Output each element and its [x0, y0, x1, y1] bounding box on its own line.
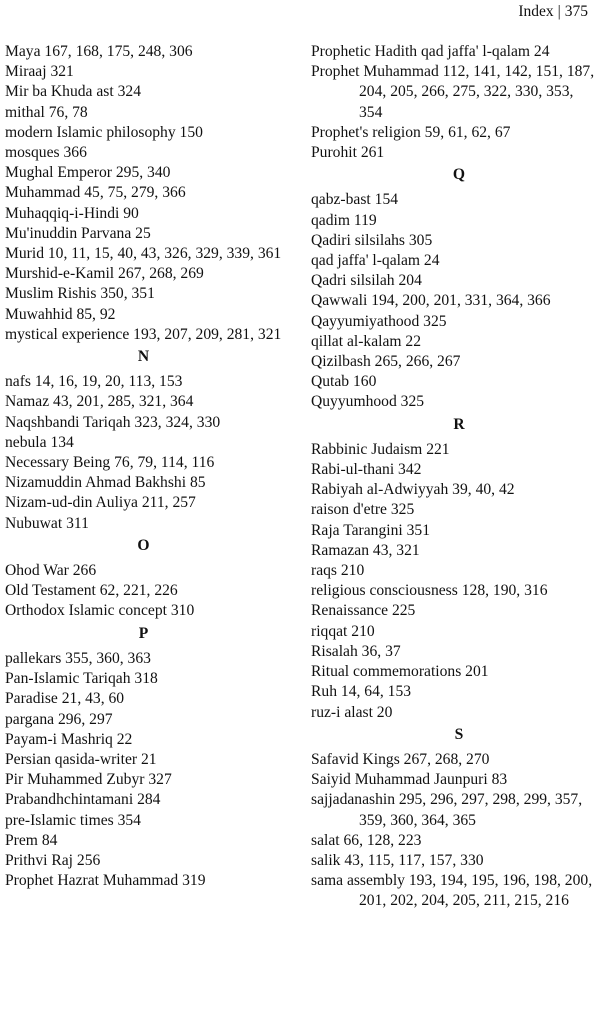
- index-entry: Muslim Rishis 350, 351: [5, 285, 155, 303]
- section-letter: R: [453, 415, 465, 433]
- index-entry: Qizilbash 265, 266, 267: [311, 353, 461, 371]
- index-entry: pargana 296, 297: [5, 710, 113, 728]
- section-letter: S: [454, 725, 464, 743]
- index-entry: Risalah 36, 37: [311, 642, 401, 660]
- index-entry: salat 66, 128, 223: [311, 831, 422, 849]
- index-entry: raqs 210: [311, 562, 365, 580]
- index-entry: Naqshbandi Tariqah 323, 324, 330: [5, 413, 221, 431]
- index-entry: sama assembly 193, 194, 195, 196, 198, 200, 201, 202, 204, 205, 211, 215, 216: [311, 872, 593, 910]
- index-entry: Nubuwat 311: [5, 514, 89, 532]
- index-entry: modern Islamic philosophy 150: [5, 123, 203, 141]
- section-letter: N: [137, 348, 150, 366]
- index-entry: Payam-i Mashriq 22: [5, 730, 133, 748]
- index-entry: religious consciousness 128, 190, 316: [311, 582, 548, 600]
- index-entry: nebula 134: [5, 433, 74, 451]
- index-entry: Pir Muhammed Zubyr 327: [5, 771, 172, 789]
- index-entry: Prophet Muhammad 112, 141, 142, 151, 187, 204, 205, 266, 275, 322, 330, 353, 354: [311, 63, 595, 121]
- index-entry: Maya 167, 168, 175, 248, 306: [5, 43, 193, 60]
- index-entry: salik 43, 115, 117, 157, 330: [311, 851, 484, 869]
- section-letter: Q: [452, 166, 466, 184]
- index-entry: Raja Tarangini 351: [311, 521, 431, 539]
- index-entry: Nizam-ud-din Auliya 211, 257: [5, 494, 196, 512]
- index-entry: Persian qasida-writer 21: [5, 750, 157, 768]
- index-entry: Ohod War 266: [5, 562, 97, 580]
- index-entry: Qawwali 194, 200, 201, 331, 364, 366: [311, 292, 551, 310]
- index-entry: Prophetic Hadith qad jaffa' l-qalam 24: [311, 43, 550, 60]
- index-entry: Qutab 160: [311, 373, 377, 391]
- index-entry: Namaz 43, 201, 285, 321, 364: [5, 393, 194, 411]
- index-entry: Prophet's religion 59, 61, 62, 67: [311, 123, 511, 141]
- index-entry: nafs 14, 16, 19, 20, 113, 153: [5, 373, 183, 391]
- index-column-left: [5, 42, 288, 891]
- index-entry: Muhammad 45, 75, 279, 366: [5, 184, 186, 202]
- index-entry: mithal 76, 78: [5, 103, 88, 121]
- index-entry: Muwahhid 85, 92: [5, 305, 116, 323]
- header-section-title: Index: [518, 3, 554, 20]
- index-column-right: [311, 42, 597, 912]
- index-entry: Prem 84: [5, 831, 58, 849]
- index-entry: Prophet Hazrat Muhammad 319: [5, 872, 206, 890]
- section-letter: P: [138, 624, 149, 642]
- index-entry: Renaissance 225: [311, 602, 416, 620]
- index-entry: ruz-i alast 20: [311, 703, 393, 721]
- index-entry: sajjadanashin 295, 296, 297, 298, 299, 357, 359, 360, 364, 365: [311, 791, 583, 829]
- index-entry: raison d'etre 325: [311, 501, 415, 519]
- index-entry: Mir ba Khuda ast 324: [5, 83, 141, 101]
- index-entry: mosques 366: [5, 144, 87, 162]
- index-entry: Ruh 14, 64, 153: [311, 683, 412, 701]
- index-entry: Rabi-ul-thani 342: [311, 461, 422, 479]
- index-entry: Muhaqqiq-i-Hindi 90: [5, 204, 139, 222]
- index-entry: qabz-bast 154: [311, 191, 399, 209]
- index-entry: Nizamuddin Ahmad Bakhshi 85: [5, 474, 206, 492]
- index-entry: Prithvi Raj 256: [5, 851, 101, 869]
- index-entry: Ramazan 43, 321: [311, 541, 420, 559]
- index-entry: Saiyid Muhammad Jaunpuri 83: [311, 771, 508, 789]
- index-entry: Murid 10, 11, 15, 40, 43, 326, 329, 339, 361: [5, 245, 282, 263]
- page-number: 375: [564, 3, 588, 20]
- index-entry: Quyyumhood 325: [311, 393, 425, 411]
- index-entry: Paradise 21, 43, 60: [5, 690, 125, 708]
- index-entry: qad jaffa' l-qalam 24: [311, 252, 440, 270]
- index-entry: Orthodox Islamic concept 310: [5, 602, 195, 620]
- index-entry: Mu'inuddin Parvana 25: [5, 224, 151, 242]
- header-separator: |: [557, 3, 561, 20]
- index-entry: Miraaj 321: [5, 63, 74, 81]
- index-entry: Murshid-e-Kamil 267, 268, 269: [5, 265, 204, 283]
- index-entry: Mughal Emperor 295, 340: [5, 164, 171, 182]
- index-entry: Qadiri silsilahs 305: [311, 231, 433, 249]
- index-entry: Purohit 261: [311, 144, 385, 162]
- index-entry: Qayyumiyathood 325: [311, 312, 447, 330]
- index-entry: Old Testament 62, 221, 226: [5, 582, 178, 600]
- index-entry: Rabiyah al-Adwiyyah 39, 40, 42: [311, 481, 515, 499]
- index-entry: mystical experience 193, 207, 209, 281, 321: [5, 325, 282, 343]
- section-letter: O: [137, 536, 150, 554]
- index-entry: Rabbinic Judaism 221: [311, 440, 450, 458]
- index-entry: pallekars 355, 360, 363: [5, 649, 151, 667]
- index-entry: Prabandhchintamani 284: [5, 791, 161, 809]
- index-entry: riqqat 210: [311, 622, 375, 640]
- index-entry: Pan-Islamic Tariqah 318: [5, 670, 158, 688]
- index-entry: Necessary Being 76, 79, 114, 116: [5, 454, 215, 472]
- index-entry: Safavid Kings 267, 268, 270: [311, 750, 490, 768]
- index-entry: qadim 119: [311, 211, 377, 229]
- index-entry: qillat al-kalam 22: [311, 332, 421, 350]
- index-entry: Qadri silsilah 204: [311, 272, 422, 290]
- index-entry: pre-Islamic times 354: [5, 811, 141, 829]
- index-entry: Ritual commemorations 201: [311, 663, 489, 681]
- running-header: [518, 2, 588, 22]
